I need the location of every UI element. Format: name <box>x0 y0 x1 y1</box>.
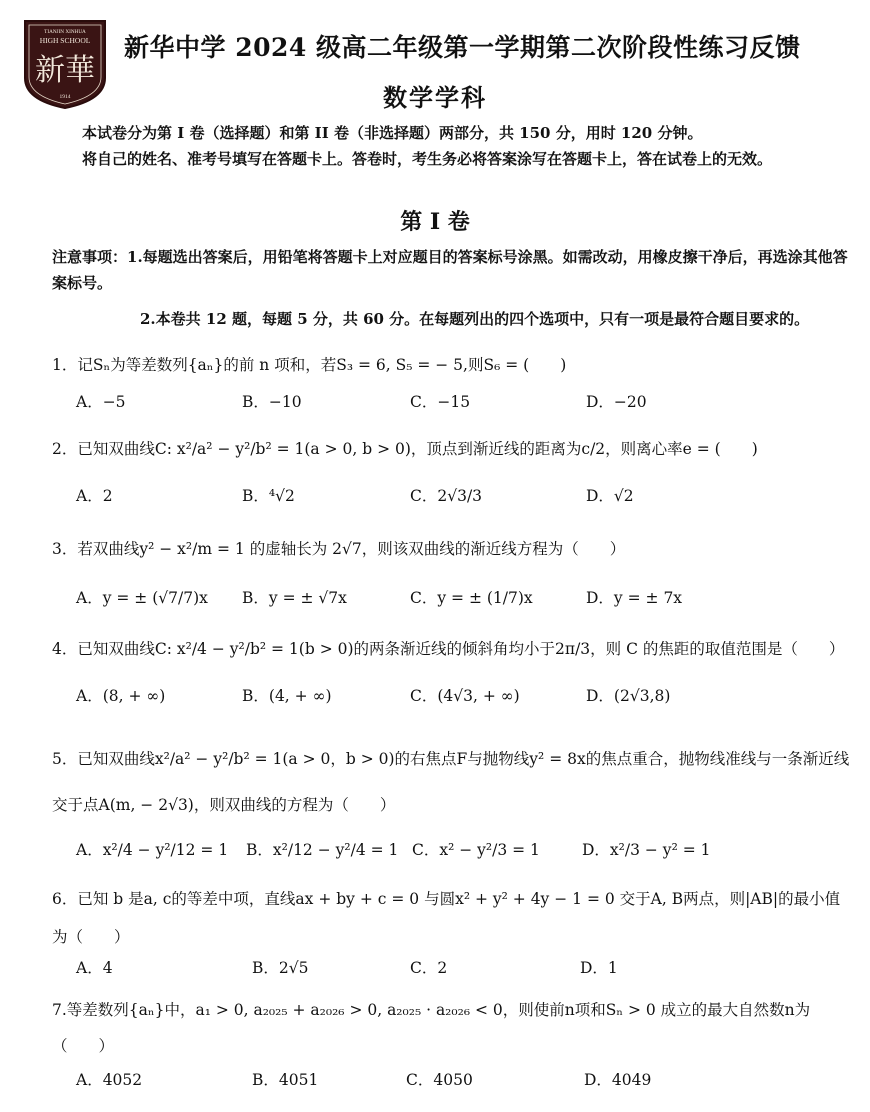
question-number: 3． <box>52 540 78 558</box>
crest-top-text: TIANJIN XINHUA <box>44 29 86 35</box>
question-stem: 记Sₙ为等差数列{aₙ}的前 n 项和，若S₃ = 6, S₅ = − 5,则S₆ = ( ) <box>77 356 567 374</box>
option-a: A．(8, + ∞) <box>76 687 166 705</box>
option-b: B．2√5 <box>252 959 309 977</box>
question-1-options <box>76 390 776 420</box>
question-3 <box>52 534 852 564</box>
question-number: 2． <box>52 440 78 458</box>
question-number: 1． <box>52 356 78 374</box>
subject-title: 数学学科 <box>383 83 487 112</box>
option-b: B．x²/12 − y²/4 = 1 <box>246 841 399 859</box>
question-stem: 已知双曲线C: x²/a² − y²/b² = 1(a > 0, b > 0)，顶点到渐近线的距离为c/2，则离心率e = ( ) <box>77 440 758 458</box>
question-3-options <box>76 586 776 616</box>
question-stem: 等差数列{aₙ}中，a₁ > 0, a₂₀₂₅ + a₂₀₂₆ > 0, a₂₀₂₅ · a₂₀₂₆ < 0，则使前n项和Sₙ > 0 成立的最大自然数n为（ ） <box>52 1001 811 1055</box>
question-6-options <box>76 956 776 986</box>
question-4-options <box>76 684 776 714</box>
option-a: A．−5 <box>76 393 126 411</box>
question-7-options <box>76 1068 776 1098</box>
instruction-line: 本试卷分为第 I 卷（选择题）和第 II 卷（非选择题）两部分，共 150 分，用时 120 分钟。 <box>82 124 703 142</box>
option-a: A．2 <box>76 487 113 505</box>
question-4 <box>52 634 852 664</box>
option-b: B．y = ± √7x <box>242 589 347 607</box>
option-d: D．1 <box>580 959 618 977</box>
option-d: D．y = ± 7x <box>586 589 683 607</box>
option-d: D．x²/3 − y² = 1 <box>582 841 711 859</box>
option-a: A．x²/4 − y²/12 = 1 <box>76 841 229 859</box>
option-d: D．4049 <box>584 1071 652 1089</box>
option-c: C．2√3/3 <box>410 487 483 505</box>
option-c: C．−15 <box>410 393 471 411</box>
exam-title: 新华中学 2024 级高二年级第一学期第二次阶段性练习反馈 <box>124 33 801 62</box>
option-d: D．√2 <box>586 487 634 505</box>
question-7 <box>52 992 852 1064</box>
crest-school-text: HIGH SCHOOL <box>39 36 91 45</box>
question-1 <box>52 350 852 380</box>
question-2 <box>52 434 852 464</box>
note-1: 注意事项：1.每题选出答案后，用铅笔将答题卡上对应题目的答案标号涂黑。如需改动，用橡皮擦干净后，再选涂其他答案标号。 <box>52 248 848 292</box>
question-2-options <box>76 484 776 514</box>
option-b: B．−10 <box>242 393 302 411</box>
question-stem: 已知 b 是a, c的等差中项，直线ax + by + c = 0 与圆x² + y² + 4y − 1 = 0 交于A, B两点，则|AB|的最小值为（ ） <box>52 890 841 946</box>
question-6 <box>52 880 852 956</box>
option-b: B．⁴√2 <box>242 487 295 505</box>
option-a: A．y = ± (√7/7)x <box>76 589 208 607</box>
question-number: 4． <box>52 640 78 658</box>
question-5-options <box>76 838 776 868</box>
question-stem: 已知双曲线C: x²/4 − y²/b² = 1(b > 0)的两条渐近线的倾斜角均小于2π/3，则 C 的焦距的取值范围是（ ） <box>77 640 845 658</box>
option-c: C．2 <box>410 959 448 977</box>
option-c: C．x² − y²/3 = 1 <box>412 841 540 859</box>
note-2: 2.本卷共 12 题，每题 5 分，共 60 分。在每题列出的四个选项中，只有一项是最符合题目要求的。 <box>140 310 810 328</box>
question-number: 7. <box>52 1001 67 1019</box>
section-title: 第 I 卷 <box>400 209 470 235</box>
option-b: B．(4, + ∞) <box>242 687 332 705</box>
crest-year: 1914 <box>59 94 71 100</box>
option-b: B．4051 <box>252 1071 319 1089</box>
instruction-line: 将自己的姓名、准考号填写在答题卡上。答卷时，考生务必将答案涂写在答题卡上，答在试卷上的无效。 <box>82 150 773 168</box>
question-number: 5． <box>52 750 78 768</box>
option-d: D．−20 <box>586 393 647 411</box>
option-c: C．4050 <box>406 1071 473 1089</box>
option-c: C．y = ± (1/7)x <box>410 589 533 607</box>
option-a: A．4052 <box>76 1071 143 1089</box>
option-d: D．(2√3,8) <box>586 687 671 705</box>
crest-characters: 新華 <box>35 53 95 88</box>
question-number: 6． <box>52 890 78 908</box>
option-c: C．(4√3, + ∞) <box>410 687 520 705</box>
question-5 <box>52 736 852 828</box>
notes <box>52 244 852 332</box>
instructions <box>52 120 852 172</box>
option-a: A．4 <box>76 959 113 977</box>
question-stem: 已知双曲线x²/a² − y²/b² = 1(a > 0，b > 0)的右焦点F与抛物线y² = 8x的焦点重合，抛物线准线与一条渐近线交于点A(m, − 2√3)，则双曲线的方程为（ ） <box>52 750 850 814</box>
question-stem: 若双曲线y² − x²/m = 1 的虚轴长为 2√7，则该双曲线的渐近线方程为（ ） <box>77 540 626 558</box>
